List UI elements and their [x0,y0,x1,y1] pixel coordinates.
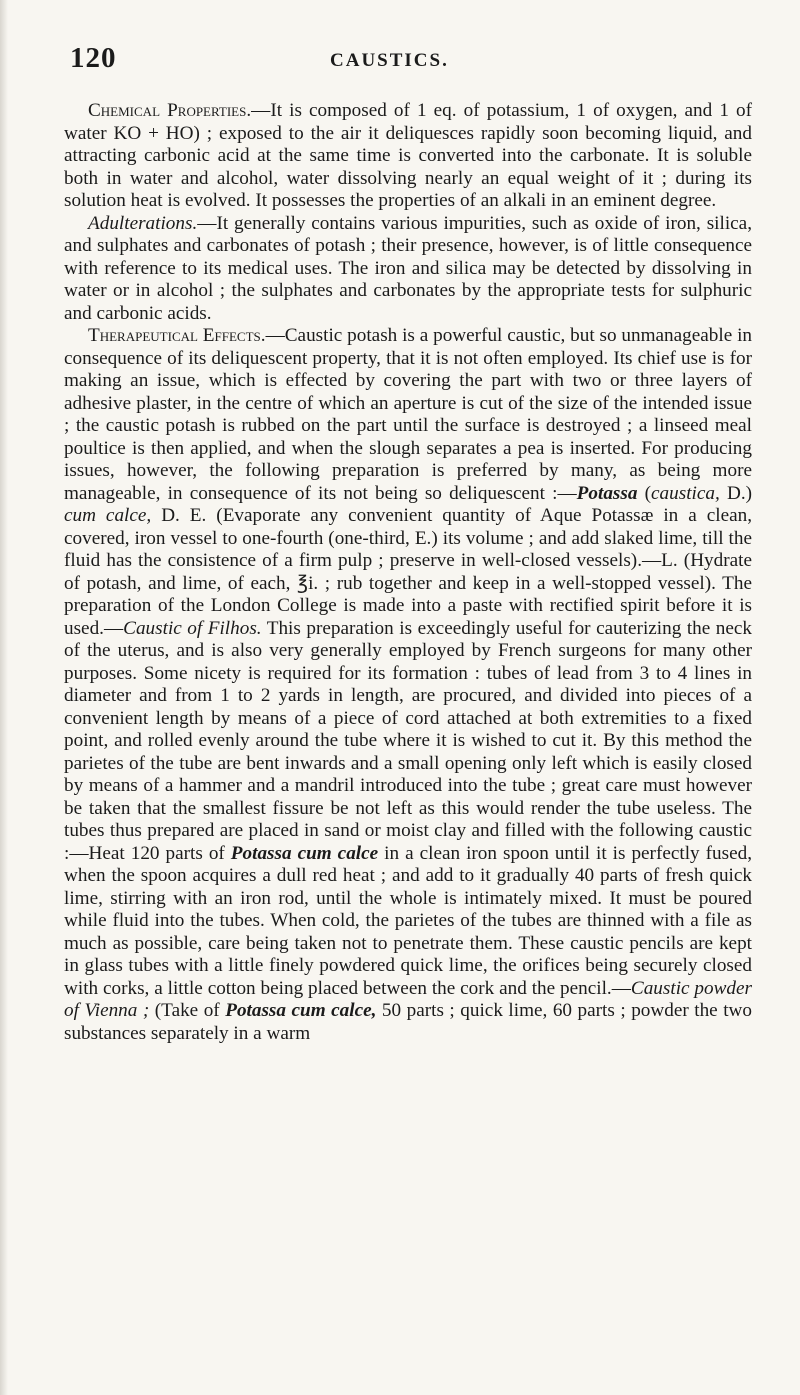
therapeutical-text-5: This preparation is exceedingly useful for cauterizing the neck of the uterus, and is also very generally employed by French surgeons for many other purposes. Some nicety is required for its formation : tubes of lead from 3 to 4 lines in diameter and from 1 to 2 yards in length, are procured, and divided into pieces of a convenient length by means of a piece of cord attached at both extremities to a fixed point, and rolled evenly around the tube where it is wished to cut it. By this method the parietes of the tube are bent inwards and a small opening only left which is easily closed by means of a hammer and a mandril introduced into the tube ; great care must however be taken that the smallest fissure be not left as this would render the tube useless. The tubes thus prepared are placed in sand or moist clay and filled with the following caustic :—Heat 120 parts of [64,617,752,864]
page-number: 120 [70,42,117,74]
adulterations-text: —It generally contains various impurities, such as oxide of iron, silica, and sulphates and carbonates of potash ; their presence, however, is of little consequence with reference to its medical uses. The iron and silica may be detected by dissolving in water or in alcohol ; the sulphates and carbonates by the appropriate tests for sulphuric and carbonic acids. [64,212,752,324]
paragraph-therapeutical-effects [64,325,752,1045]
therapeutical-text-6: in a clean iron spoon until it is perfectly fused, when the spoon acquires a dull red heat ; and add to it gradually 40 parts of fresh quick lime, stirring with an iron rod, until the whole is intimately mixed. It must be poured while fluid into the tubes. When cold, the parietes of the tubes are thinned with a file as much as possible, care being taken not to penetrate them. These caustic pencils are kept in glass tubes with a little finely powdered quick lime, the orifices being securely closed with corks, a little cotton being placed between the cork and the pencil.— [64,842,752,999]
page-binding-edge [0,0,8,1395]
term-potassa-cum-calce-1: Potassa cum calce [230,842,379,864]
running-head: CAUSTICS. [330,50,449,71]
chemical-properties-text: —It is composed of 1 eq. of potassium, 1 of oxygen, and 1 of water KO + HO) ; exposed to the air it deliquesces rapidly soon becoming liquid, and attracting carbonic acid at the same time is converted into the carbonate. It is soluble both in water and alcohol, water dissolving nearly an equal weight of it ; during its solution heat is evolved. It possesses the properties of an alkali in an eminent degree. [64,100,752,211]
therapeutical-text-2: ( [637,482,652,504]
term-caustica: caustica, [651,482,720,504]
paragraph-chemical-properties [64,100,752,213]
therapeutical-text-8: 50 parts ; quick lime, 60 parts ; powder the two substances separately in a warm [64,1000,752,1044]
therapeutical-text-1: —Caustic potash is a powerful caustic, but so unmanageable in consequence of its deliquescent property, that it is not often employed. Its chief use is for making an issue, which is effected by covering the part with two or three layers of adhesive plaster, in the centre of which an aperture is cut of the size of the intended issue ; the caustic potash is rubbed on the part until the surface is destroyed ; a linseed meal poultice is then applied, and when the slough separates a pea is inserted. For producing issues, however, the following preparation is preferred by many, as being more manageable, in consequence of its not being so deliquescent :— [64,325,753,504]
paragraph-adulterations [64,213,752,326]
term-caustic-powder-of-vienna: Caustic powder of Vienna ; [64,977,752,1021]
therapeutical-text-7: (Take of [149,1000,226,1021]
term-potassa-cum-calce-2: Potassa cum calce, [225,1000,377,1021]
term-caustic-of-filhos: Caustic of Filhos. [123,617,262,639]
term-cum-calce: cum calce, [64,505,152,526]
therapeutical-text-3: D.) [719,482,752,504]
body-text [64,100,752,1045]
heading-chemical-properties: Chemical Properties. [88,100,252,121]
term-potassa: Potassa [576,482,638,504]
heading-adulterations: Adulterations. [88,212,198,234]
therapeutical-text-4: D. E. (Evaporate any convenient quantity of Aque Potassæ in a clean, covered, iron vessel to one-fourth (one-third, E.) its volume ; and add slaked lime, till the fluid has the consistence of a firm pulp ; preserve in well-closed vessels).—L. (Hydrate of potash, and lime, of each, ℥i. ; rub together and keep in a well-stopped vessel). The preparation of the London College is made into a paste with rectified spirit before it is used.— [64,505,752,639]
heading-therapeutical-effects: Therapeutical Effects. [88,325,266,346]
page-header [70,42,750,82]
